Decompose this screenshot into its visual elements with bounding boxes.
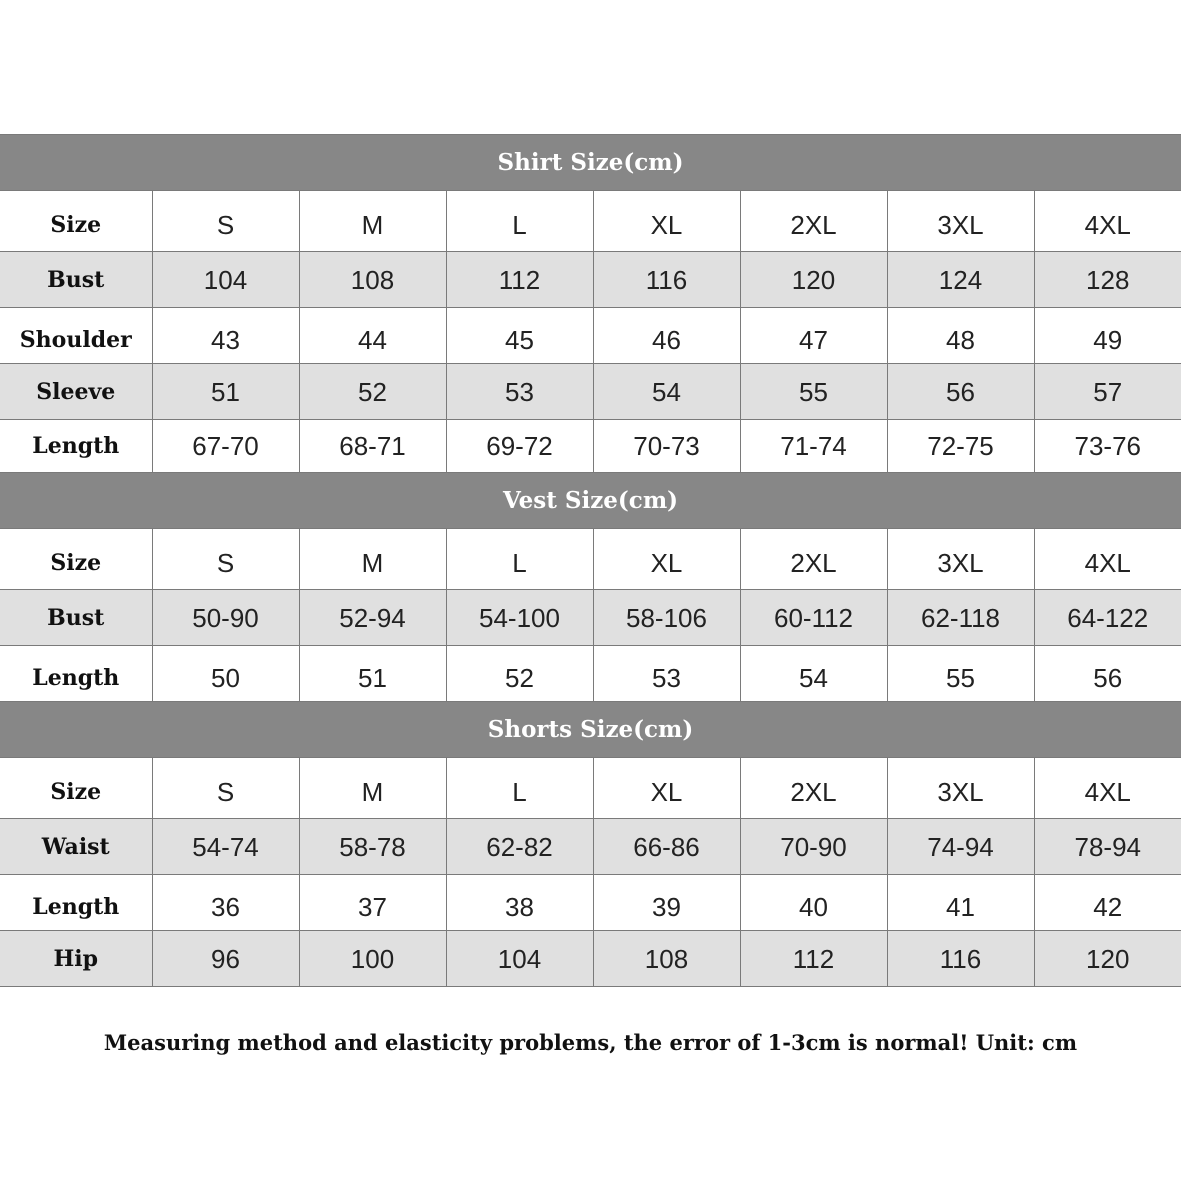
value-cell: 40	[740, 875, 887, 931]
size-cell: 4XL	[1034, 758, 1181, 819]
row-label: Length	[0, 420, 152, 473]
value-cell: 55	[887, 646, 1034, 702]
value-cell: 52	[446, 646, 593, 702]
row-label: Shoulder	[0, 308, 152, 364]
size-cell: M	[299, 191, 446, 252]
value-cell: 116	[887, 931, 1034, 987]
value-cell: 48	[887, 308, 1034, 364]
size-cell: L	[446, 529, 593, 590]
value-cell: 52	[299, 364, 446, 420]
value-cell: 57	[1034, 364, 1181, 420]
value-cell: 54-74	[152, 819, 299, 875]
size-cell: L	[446, 758, 593, 819]
value-cell: 100	[299, 931, 446, 987]
value-cell: 62-82	[446, 819, 593, 875]
vest-title: Vest Size(cm)	[0, 473, 1181, 529]
size-cell: 4XL	[1034, 529, 1181, 590]
table-row	[0, 590, 1181, 646]
size-cell: 4XL	[1034, 191, 1181, 252]
value-cell: 54	[740, 646, 887, 702]
value-cell: 128	[1034, 252, 1181, 308]
row-label: Size	[0, 758, 152, 819]
value-cell: 53	[446, 364, 593, 420]
value-cell: 120	[1034, 931, 1181, 987]
size-cell: XL	[593, 191, 740, 252]
value-cell: 38	[446, 875, 593, 931]
value-cell: 108	[299, 252, 446, 308]
value-cell: 51	[152, 364, 299, 420]
vest-size-row	[0, 529, 1181, 590]
value-cell: 67-70	[152, 420, 299, 473]
value-cell: 124	[887, 252, 1034, 308]
size-cell: 2XL	[740, 758, 887, 819]
row-label: Waist	[0, 819, 152, 875]
shorts-title: Shorts Size(cm)	[0, 702, 1181, 758]
value-cell: 74-94	[887, 819, 1034, 875]
table-row	[0, 420, 1181, 473]
size-cell: 3XL	[887, 758, 1034, 819]
row-label: Length	[0, 875, 152, 931]
value-cell: 64-122	[1034, 590, 1181, 646]
value-cell: 41	[887, 875, 1034, 931]
table-row	[0, 646, 1181, 702]
value-cell: 56	[887, 364, 1034, 420]
size-chart-table	[0, 134, 1181, 987]
size-cell: M	[299, 758, 446, 819]
value-cell: 46	[593, 308, 740, 364]
value-cell: 54-100	[446, 590, 593, 646]
table-row	[0, 308, 1181, 364]
size-cell: 2XL	[740, 529, 887, 590]
value-cell: 104	[446, 931, 593, 987]
size-cell: S	[152, 758, 299, 819]
value-cell: 37	[299, 875, 446, 931]
shirt-title: Shirt Size(cm)	[0, 135, 1181, 191]
value-cell: 47	[740, 308, 887, 364]
size-cell: 2XL	[740, 191, 887, 252]
value-cell: 50-90	[152, 590, 299, 646]
value-cell: 120	[740, 252, 887, 308]
value-cell: 112	[740, 931, 887, 987]
value-cell: 78-94	[1034, 819, 1181, 875]
value-cell: 116	[593, 252, 740, 308]
shirt-section-header	[0, 135, 1181, 191]
value-cell: 112	[446, 252, 593, 308]
table-row	[0, 875, 1181, 931]
table-row	[0, 252, 1181, 308]
value-cell: 53	[593, 646, 740, 702]
value-cell: 58-78	[299, 819, 446, 875]
value-cell: 108	[593, 931, 740, 987]
value-cell: 96	[152, 931, 299, 987]
value-cell: 60-112	[740, 590, 887, 646]
value-cell: 68-71	[299, 420, 446, 473]
size-cell: XL	[593, 529, 740, 590]
size-cell: L	[446, 191, 593, 252]
value-cell: 104	[152, 252, 299, 308]
size-cell: S	[152, 529, 299, 590]
value-cell: 56	[1034, 646, 1181, 702]
table-row	[0, 819, 1181, 875]
value-cell: 69-72	[446, 420, 593, 473]
row-label: Bust	[0, 252, 152, 308]
size-cell: XL	[593, 758, 740, 819]
value-cell: 66-86	[593, 819, 740, 875]
value-cell: 52-94	[299, 590, 446, 646]
row-label: Bust	[0, 590, 152, 646]
value-cell: 70-90	[740, 819, 887, 875]
shorts-size-row	[0, 758, 1181, 819]
value-cell: 45	[446, 308, 593, 364]
table-row	[0, 931, 1181, 987]
shorts-section-header	[0, 702, 1181, 758]
value-cell: 36	[152, 875, 299, 931]
value-cell: 70-73	[593, 420, 740, 473]
row-label: Size	[0, 191, 152, 252]
value-cell: 51	[299, 646, 446, 702]
row-label: Length	[0, 646, 152, 702]
measurement-note: Measuring method and elasticity problems, the error of 1-3cm is normal! Unit: cm	[103, 1030, 1078, 1055]
row-label: Sleeve	[0, 364, 152, 420]
value-cell: 58-106	[593, 590, 740, 646]
size-cell: 3XL	[887, 191, 1034, 252]
row-label: Hip	[0, 931, 152, 987]
size-cell: M	[299, 529, 446, 590]
size-cell: S	[152, 191, 299, 252]
value-cell: 71-74	[740, 420, 887, 473]
row-label: Size	[0, 529, 152, 590]
value-cell: 43	[152, 308, 299, 364]
value-cell: 44	[299, 308, 446, 364]
vest-section-header	[0, 473, 1181, 529]
value-cell: 73-76	[1034, 420, 1181, 473]
value-cell: 50	[152, 646, 299, 702]
value-cell: 42	[1034, 875, 1181, 931]
value-cell: 49	[1034, 308, 1181, 364]
shirt-size-row	[0, 191, 1181, 252]
table-row	[0, 364, 1181, 420]
value-cell: 62-118	[887, 590, 1034, 646]
value-cell: 55	[740, 364, 887, 420]
value-cell: 39	[593, 875, 740, 931]
size-cell: 3XL	[887, 529, 1034, 590]
value-cell: 72-75	[887, 420, 1034, 473]
value-cell: 54	[593, 364, 740, 420]
